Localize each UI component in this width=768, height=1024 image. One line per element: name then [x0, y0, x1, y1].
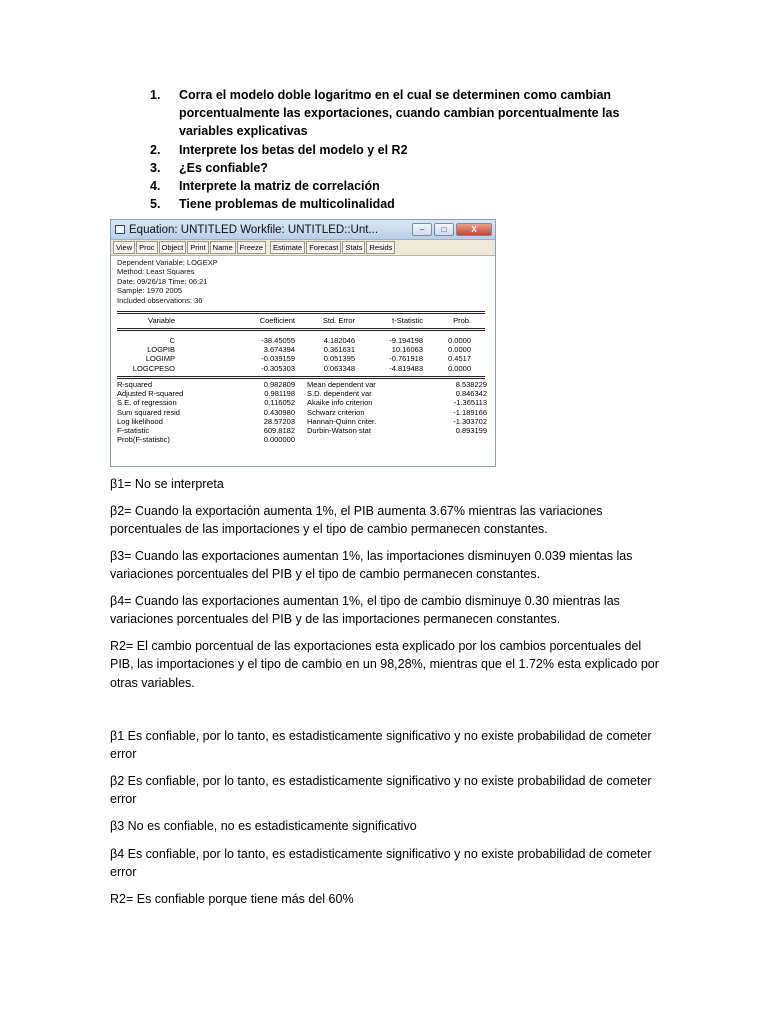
question-number: 2.	[150, 142, 161, 157]
t-statistic-cell: -9.194198	[389, 336, 423, 345]
variable-cell: LOGPIB	[147, 345, 175, 355]
minimize-icon[interactable]: –	[412, 223, 432, 236]
stat-label: R-squared	[117, 380, 153, 389]
stat-label: Schwarz criterion	[307, 407, 365, 417]
t-statistic-cell: -0.761918	[389, 354, 423, 364]
stat-label: Sum squared resid	[117, 407, 180, 417]
answer-beta2: β2= Cuando la exportación aumenta 1%, el PIB aumenta 3.67% mientras las variaciones porcentuales de las importaciones y el tipo de cambio permanecen constantes.	[110, 504, 603, 537]
stat-value: 28.57203	[263, 416, 295, 426]
observations-line: Included observations: 36	[117, 295, 203, 305]
stat-label: Log likelihood	[117, 416, 163, 426]
coefficient-cell: -38.45055	[261, 336, 295, 345]
std-error-cell: 4.182046	[323, 336, 355, 345]
stats-row	[111, 389, 496, 398]
question-item	[150, 141, 630, 159]
maximize-icon[interactable]: □	[434, 223, 454, 236]
question-text: Corra el modelo doble logaritmo en el cual se determinen como cambian porcentualmente las exportaciones, cuando cambian porcentualmente las variables explicativas	[179, 88, 620, 139]
eviews-equation-window	[110, 219, 496, 467]
t-statistic-cell: -4.819483	[389, 363, 423, 373]
stat-value: -1.189166	[453, 407, 487, 417]
variable-cell: LOGIMP	[145, 354, 175, 364]
answer-beta3: β3= Cuando las exportaciones aumentan 1%, las importaciones disminuyen 0.039 mientas las variaciones porcentuales del PIB y el tipo de cambio permanecen constantes.	[110, 549, 633, 582]
stat-value: -1.365113	[453, 398, 487, 408]
object-button[interactable]: Object	[159, 241, 187, 254]
table-top-rule	[117, 311, 485, 314]
question-text: Tiene problemas de multicolinalidad	[179, 197, 395, 212]
forecast-button[interactable]: Forecast	[306, 241, 341, 254]
equation-header	[111, 256, 495, 305]
question-number: 3.	[150, 160, 161, 175]
reliability-beta1: β1 Es confiable, por lo tanto, es estadisticamente significativo y no existe probabilidad de cometer error	[110, 729, 652, 762]
prob-cell: 0.0000	[448, 345, 471, 355]
column-header: Prob.	[453, 316, 471, 325]
window-titlebar[interactable]	[111, 220, 495, 240]
print-button[interactable]: Print	[187, 241, 208, 254]
question-item	[150, 195, 630, 213]
t-statistic-cell: 10.16063	[391, 345, 423, 355]
close-icon[interactable]: X	[456, 223, 492, 236]
question-item	[150, 86, 630, 141]
stats-row	[111, 398, 496, 407]
std-error-cell: 0.063348	[323, 363, 355, 373]
question-number: 4.	[150, 179, 161, 194]
dependent-variable-line: Dependent Variable: LOGEXP	[117, 258, 218, 267]
prob-cell: 0.0000	[448, 336, 471, 345]
question-text: Interprete los betas del modelo y el R2	[179, 142, 408, 157]
stat-label: Mean dependent var	[307, 380, 376, 389]
table-row	[111, 364, 496, 373]
reliability-beta4: β4 Es confiable, por lo tanto, es estadisticamente significativo y no existe probabilidad de cometer error	[110, 847, 652, 880]
coefficient-cell: -0.039159	[261, 354, 295, 364]
stats-row	[111, 408, 496, 417]
stat-value: 0.000000	[263, 435, 295, 445]
column-header: Variable	[148, 316, 175, 325]
stat-label: Akaike info criterion	[307, 398, 373, 408]
stat-value: 0.982809	[263, 380, 295, 389]
stat-label	[295, 435, 407, 444]
estimate-button[interactable]: Estimate	[270, 241, 305, 254]
reliability-beta2: β2 Es confiable, por lo tanto, es estadisticamente significativo y no existe probabilidad de cometer error	[110, 774, 652, 807]
question-item	[150, 159, 630, 177]
window-toolbar	[111, 240, 495, 256]
question-number: 1.	[150, 88, 161, 102]
stat-label: Prob(F-statistic)	[117, 435, 170, 445]
answer-r2: R2= El cambio porcentual de las exportaciones esta explicado por los cambios porcentuales del PIB, las importaciones y el tipo de cambio en un 98,28%, mientras que el 1.72% esta explicado por otras variables.	[110, 639, 659, 690]
table-row	[111, 336, 496, 345]
column-header: t-Statistic	[392, 316, 423, 325]
reliability-beta3: β3 No es confiable, no es estadisticamente significativo	[110, 819, 417, 833]
window-title: Equation: UNTITLED Workfile: UNTITLED::Unt...	[129, 223, 379, 236]
stat-value: 8.538229	[455, 380, 487, 389]
answer-beta1: β1= No se interpreta	[110, 477, 224, 491]
window-app-icon	[115, 225, 125, 234]
stat-value: -1.303702	[453, 416, 487, 426]
method-line: Method: Least Squares	[117, 267, 195, 277]
stats-rule	[117, 376, 485, 379]
variable-cell: C	[169, 336, 175, 345]
coefficient-table	[111, 336, 496, 373]
table-row	[111, 354, 496, 363]
stat-value: 0.893199	[455, 426, 487, 436]
stat-value: 0.981198	[264, 389, 295, 399]
stat-label: Adjusted R-squared	[117, 389, 184, 399]
coefficient-cell: 3.674394	[263, 345, 295, 355]
stats-row	[111, 417, 496, 426]
question-item	[150, 177, 630, 195]
stat-value: 609.8182	[263, 426, 295, 436]
prob-cell: 0.0000	[448, 363, 471, 373]
answer-beta4: β4= Cuando las exportaciones aumentan 1%, el tipo de cambio disminuye 0.30 mientras las variaciones porcentuales del PIB y de las importaciones permanecen constantes.	[110, 594, 620, 627]
table-row	[111, 345, 496, 354]
stat-value: 0.430980	[263, 407, 295, 417]
reliability-r2: R2= Es confiable porque tiene más del 60%	[110, 892, 354, 906]
date-line: Date: 09/26/18 Time: 06:21	[117, 276, 208, 286]
prob-cell: 0.4517	[448, 354, 471, 364]
stats-row	[111, 426, 496, 435]
stat-value	[407, 435, 487, 444]
stat-label: Hannan-Quinn criter.	[307, 416, 377, 426]
summary-statistics	[111, 380, 496, 444]
stats-button[interactable]: Stats	[342, 241, 365, 254]
stat-value: 0.116052	[264, 398, 295, 408]
header-rule	[117, 328, 485, 331]
stat-label: S.E. of regression	[117, 398, 177, 408]
view-button[interactable]: View	[113, 241, 135, 254]
std-error-cell: 0.051395	[323, 354, 355, 364]
stat-label: Durbin-Watson stat	[307, 426, 371, 436]
stats-row	[111, 435, 496, 444]
coefficient-cell: -0.305303	[261, 363, 295, 373]
column-header: Std. Error	[322, 316, 355, 325]
resids-button[interactable]: Resids	[366, 241, 395, 254]
std-error-cell: 0.361631	[323, 345, 355, 355]
name-button[interactable]: Name	[210, 241, 236, 254]
variable-cell: LOGCPESO	[132, 363, 175, 373]
question-number: 5.	[150, 197, 161, 212]
freeze-button[interactable]: Freeze	[237, 241, 266, 254]
question-text: ¿Es confiable?	[179, 160, 268, 175]
stats-row	[111, 380, 496, 389]
proc-button[interactable]: Proc	[136, 241, 157, 254]
stat-label: F-statistic	[117, 426, 150, 436]
questions-list	[150, 86, 630, 213]
stat-value: 0.846342	[455, 389, 487, 399]
stat-label: S.D. dependent var	[307, 389, 372, 399]
question-text: Interprete la matriz de correlación	[179, 179, 380, 194]
coefficient-header-row	[111, 316, 496, 325]
sample-line: Sample: 1970 2005	[117, 286, 183, 296]
column-header: Coefficient	[259, 316, 295, 325]
